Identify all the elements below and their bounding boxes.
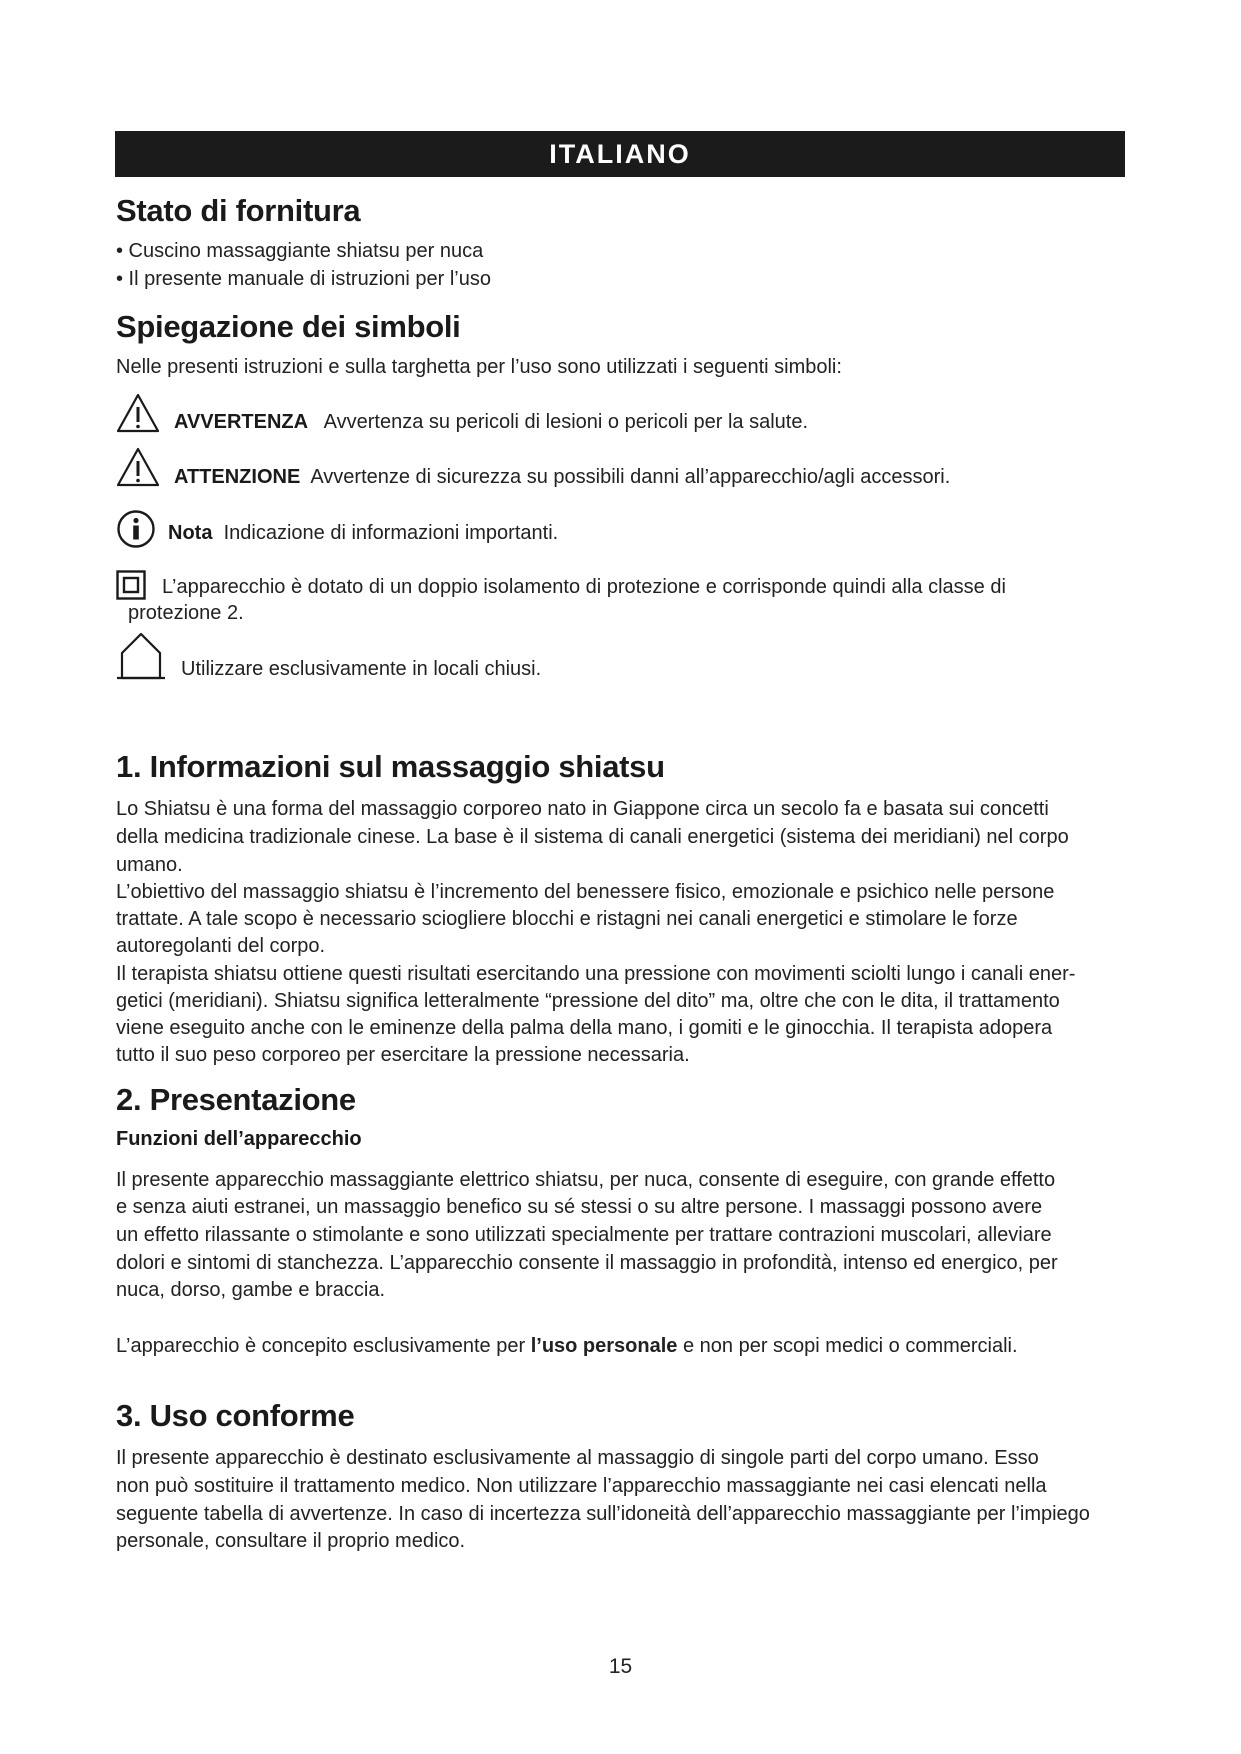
section-1-line: autoregolanti del corpo. (116, 935, 326, 957)
warning-text: Avvertenza su pericoli di lesioni o pericoli per la salute. (323, 411, 808, 433)
note-row (168, 519, 1198, 547)
info-icon (116, 509, 156, 549)
section-2-line: dolori e sintomi di stanchezza. L’apparecchio consente il massaggio in profondità, intenso ed energico, per (116, 1252, 1058, 1274)
double-insulation-row-cont (128, 599, 1158, 627)
section-1-title: 1. Informazioni sul massaggio shiatsu (116, 749, 665, 784)
section-1-line: L’obiettivo del massaggio shiatsu è l’incremento del benessere fisico, emozionale e psichico nelle persone (116, 881, 1055, 903)
symbols-title: Spiegazione dei simboli (116, 309, 461, 344)
caution-label: ATTENZIONE (174, 466, 301, 488)
warning-row (174, 408, 1204, 436)
section-2-line: nuca, dorso, gambe e braccia. (116, 1279, 386, 1301)
section-2-line: e senza aiuti estranei, un massaggio benefico su sé stessi o su altre persone. I massaggi possono avere (116, 1196, 1043, 1218)
section-1-line: trattate. A tale scopo è necessario sciogliere blocchi e ristagni nei canali energetici e stimolare le forze (116, 908, 1018, 930)
indoor-text: Utilizzare esclusivamente in locali chiusi. (181, 658, 542, 680)
personal-use-statement (116, 1332, 1146, 1360)
section-2-subtitle: Funzioni dell’apparecchio (116, 1128, 362, 1150)
section-3-line: Il presente apparecchio è destinato esclusivamente al massaggio di singole parti del corpo umano. Esso (116, 1447, 1039, 1469)
section-1-line: della medicina tradizionale cinese. La base è il sistema di canali energetici (sistema dei meridiani) nel corpo (116, 826, 1069, 848)
delivery-title: Stato di fornitura (116, 193, 361, 228)
double-insulation-text-2: protezione 2. (128, 602, 244, 624)
section-3-line: non può sostituire il trattamento medico. Non utilizzare l’apparecchio massaggiante nei casi elencati nella (116, 1475, 1047, 1497)
caution-triangle-icon (116, 447, 160, 487)
warning-triangle-icon (116, 393, 160, 433)
double-insulation-text: L’apparecchio è dotato di un doppio isolamento di protezione e corrisponde quindi alla classe di (162, 576, 1006, 598)
note-label: Nota (168, 522, 213, 544)
section-2-line: un effetto rilassante o stimolante e sono utilizzati specialmente per trattare contrazioni muscolari, alleviare (116, 1224, 1052, 1246)
section-2-title: 2. Presentazione (116, 1082, 356, 1117)
section-1-line: viene eseguito anche con le eminenze della palma della mano, i gomiti e le ginocchia. Il terapista adopera (116, 1017, 1053, 1039)
page-number: 15 (608, 1655, 633, 1678)
indoor-row (181, 655, 1211, 683)
personal-use-pre: L’apparecchio è concepito esclusivamente per (116, 1335, 531, 1357)
double-insulation-row (162, 573, 1192, 601)
personal-use-post: e non per scopi medici o commerciali. (677, 1335, 1018, 1357)
personal-use-bold: l’uso personale (530, 1335, 678, 1357)
section-1-line: tutto il suo peso corporeo per esercitare la pressione necessaria. (116, 1044, 690, 1066)
section-1-line: Il terapista shiatsu ottiene questi risultati esercitando una pressione con movimenti sciolti lungo i canali ener- (116, 963, 1076, 985)
section-1-line: umano. (116, 854, 183, 876)
house-indoor-icon (114, 630, 168, 680)
language-header-bar: ITALIANO (115, 131, 1125, 177)
double-insulation-icon (116, 570, 146, 600)
caution-text: Avvertenze di sicurezza su possibili danni all’apparecchio/agli accessori. (310, 466, 951, 488)
section-1-line: Lo Shiatsu è una forma del massaggio corporeo nato in Giappone circa un secolo fa e basata sui concetti (116, 798, 1049, 820)
section-1-line: getici (meridiani). Shiatsu significa letteralmente “pressione del dito” ma, oltre che con le dita, il trattamento (116, 990, 1060, 1012)
delivery-item: • Il presente manuale di istruzioni per l’uso (116, 268, 491, 290)
note-text: Indicazione di informazioni importanti. (223, 522, 559, 544)
section-3-line: personale, consultare il proprio medico. (116, 1530, 466, 1552)
section-3-line: seguente tabella di avvertenze. In caso di incertezza sull’idoneità dell’apparecchio massaggiante per l’impiego (116, 1503, 1090, 1525)
symbols-intro: Nelle presenti istruzioni e sulla targhetta per l’uso sono utilizzati i seguenti simboli: (116, 356, 842, 378)
caution-row (174, 463, 1204, 491)
warning-label: AVVERTENZA (174, 411, 309, 433)
section-3-title: 3. Uso conforme (116, 1398, 355, 1433)
delivery-item: • Cuscino massaggiante shiatsu per nuca (116, 240, 484, 262)
section-2-line: Il presente apparecchio massaggiante elettrico shiatsu, per nuca, consente di eseguire, con grande effetto (116, 1169, 1056, 1191)
